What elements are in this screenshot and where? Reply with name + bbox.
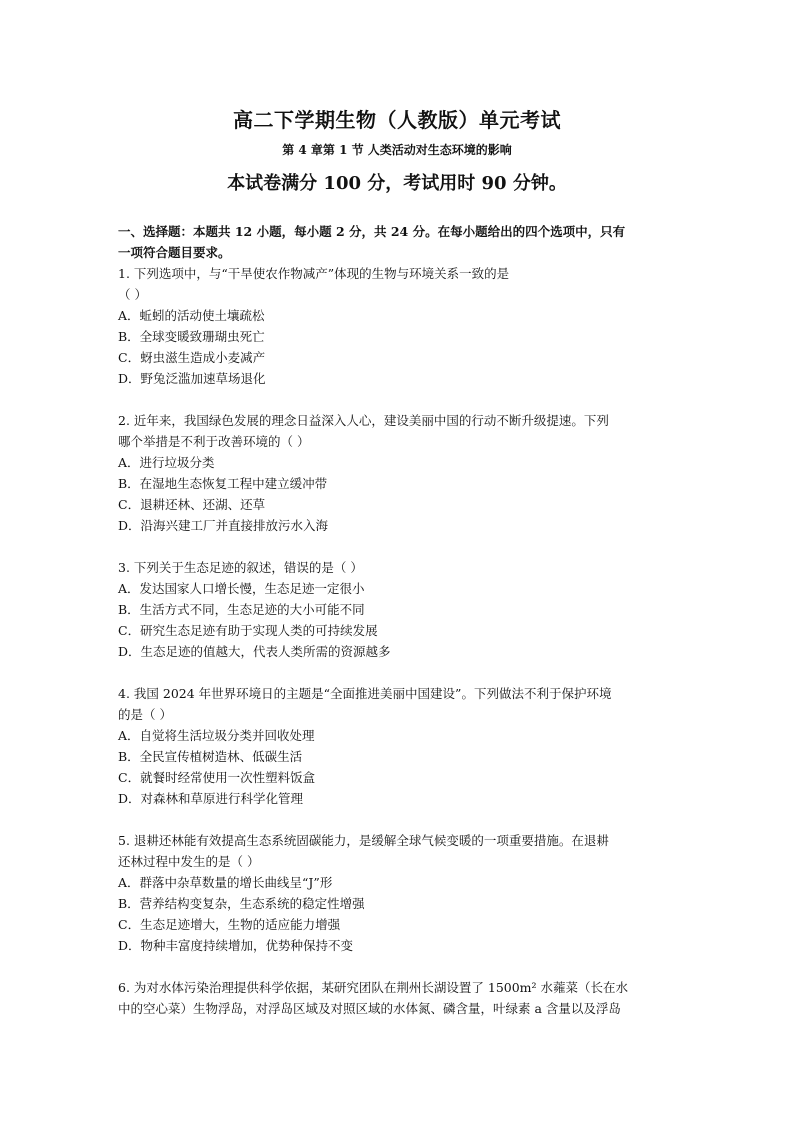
question-stem: 4. 我国 2024 年世界环境日的主题是“全面推进美丽中国建设”。下列做法不利于保护环境 [118,686,612,701]
question-1 [118,263,680,389]
answer-option-b[interactable]: B．在湿地生态恢复工程中建立缓冲带 [118,476,328,491]
chapter-subtitle: 第 4 章第 1 节 人类活动对生态环境的影响 [282,143,512,157]
question-stem-cont: （ ） [118,287,147,302]
question-content [118,221,680,1019]
section-heading-cont: 一项符合题目要求。 [118,245,231,260]
answer-option-c[interactable]: C．研究生态足迹有助于实现人类的可持续发展 [118,623,378,638]
question-stem-cont: 哪个举措是不利于改善环境的（ ） [118,434,310,449]
question-stem-cont: 中的空心菜）生物浮岛，对浮岛区域及对照区域的水体氮、磷含量，叶绿素 a 含量以及浮岛 [118,1001,621,1016]
answer-option-c[interactable]: C．就餐时经常使用一次性塑料饭盒 [118,770,316,785]
question-stem: 1. 下列选项中，与“干旱使农作物减产”体现的生物与环境关系一致的是 [118,266,510,281]
page-title: 高二下学期生物（人教版）单元考试 [233,108,561,132]
answer-option-d[interactable]: D．物种丰富度持续增加，优势种保持不变 [118,938,354,953]
answer-option-b[interactable]: B．生活方式不同，生态足迹的大小可能不同 [118,602,365,617]
answer-option-a[interactable]: A．发达国家人口增长慢，生态足迹一定很小 [118,581,365,596]
question-3 [118,557,680,662]
question-stem: 3. 下列关于生态足迹的叙述，错误的是（ ） [118,560,363,575]
section-heading: 一、选择题：本题共 12 小题，每小题 2 分，共 24 分。在每小题给出的四个选项中，只有 [118,224,626,239]
question-stem-cont: 的是（ ） [118,707,172,722]
answer-option-c[interactable]: C．生态足迹增大，生物的适应能力增强 [118,917,341,932]
section-heading-block [118,221,680,263]
question-stem: 5. 退耕还林能有效提高生态系统固碳能力，是缓解全球气候变暖的一项重要措施。在退耕 [118,833,609,848]
question-2 [118,410,680,536]
question-5 [118,830,680,956]
question-6 [118,977,680,1019]
answer-option-a[interactable]: A．进行垃圾分类 [118,455,215,470]
answer-option-a[interactable]: A．蚯蚓的活动使土壤疏松 [118,308,265,323]
answer-option-d[interactable]: D．生态足迹的值越大，代表人类所需的资源越多 [118,644,391,659]
answer-option-c[interactable]: C．退耕还林、还湖、还草 [118,497,266,512]
question-stem: 2. 近年来，我国绿色发展的理念日益深入人心，建设美丽中国的行动不断升级提速。下列 [118,413,609,428]
score-note: 本试卷满分 100 分，考试用时 90 分钟。 [227,173,567,194]
question-4 [118,683,680,809]
answer-option-b[interactable]: B．营养结构变复杂，生态系统的稳定性增强 [118,896,365,911]
question-stem-cont: 还林过程中发生的是（ ） [118,854,260,869]
answer-option-a[interactable]: A．群落中杂草数量的增长曲线呈“J”形 [118,875,333,890]
answer-option-b[interactable]: B．全球变暖致珊瑚虫死亡 [118,329,265,344]
answer-option-d[interactable]: D．对森林和草原进行科学化管理 [118,791,304,806]
answer-option-a[interactable]: A．自觉将生活垃圾分类并回收处理 [118,728,315,743]
answer-option-d[interactable]: D．沿海兴建工厂并直接排放污水入海 [118,518,329,533]
answer-option-b[interactable]: B．全民宣传植树造林、低碳生活 [118,749,303,764]
question-stem: 6. 为对水体污染治理提供科学依据，某研究团队在荆州长湖设置了 1500m² 水蕹菜（长在水 [118,980,629,995]
answer-option-c[interactable]: C．蚜虫滋生造成小麦减产 [118,350,266,365]
answer-option-d[interactable]: D．野兔泛滥加速草场退化 [118,371,266,386]
